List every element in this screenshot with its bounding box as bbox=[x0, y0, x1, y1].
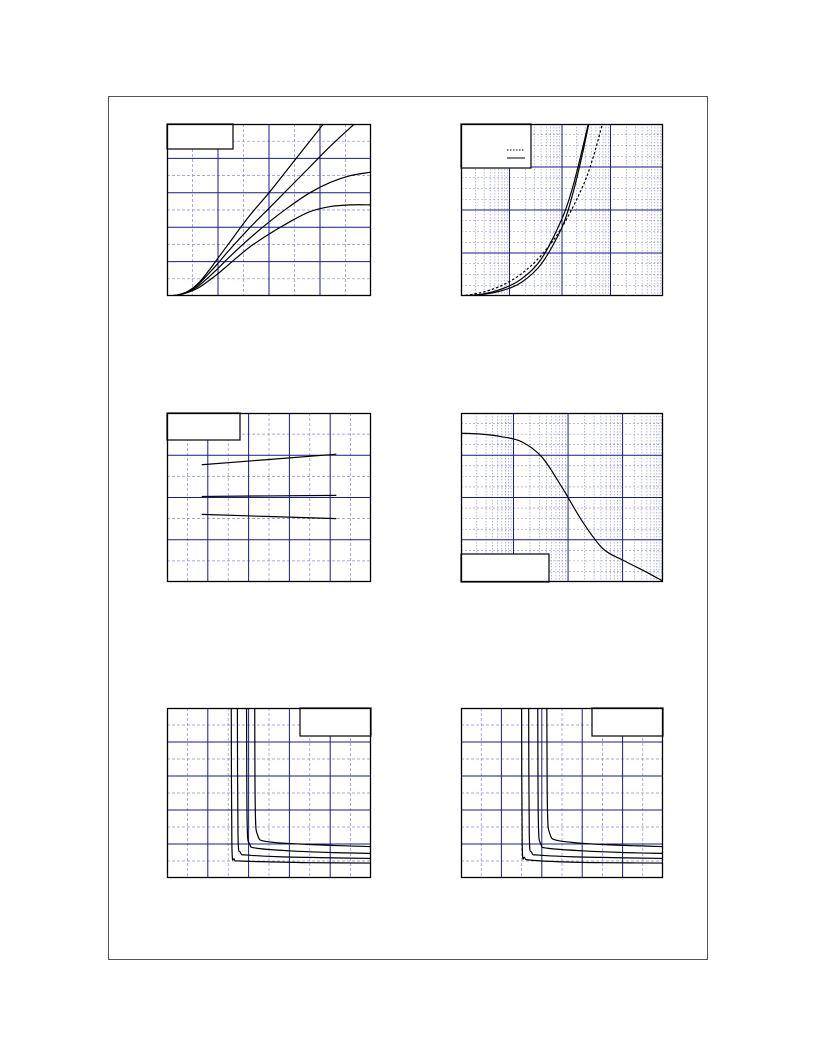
chart-panel-3 bbox=[167, 413, 371, 582]
legend-box bbox=[167, 413, 240, 440]
legend-box bbox=[300, 708, 371, 736]
legend-box bbox=[592, 708, 663, 736]
legend-box bbox=[461, 124, 531, 168]
chart-panel-6 bbox=[461, 708, 663, 878]
legend-box bbox=[461, 554, 549, 582]
chart-panel-1 bbox=[167, 124, 371, 296]
chart-panel-4 bbox=[461, 413, 663, 582]
legend-box bbox=[167, 124, 233, 149]
chart-panel-2 bbox=[461, 124, 663, 296]
chart-panel-5 bbox=[167, 708, 371, 878]
